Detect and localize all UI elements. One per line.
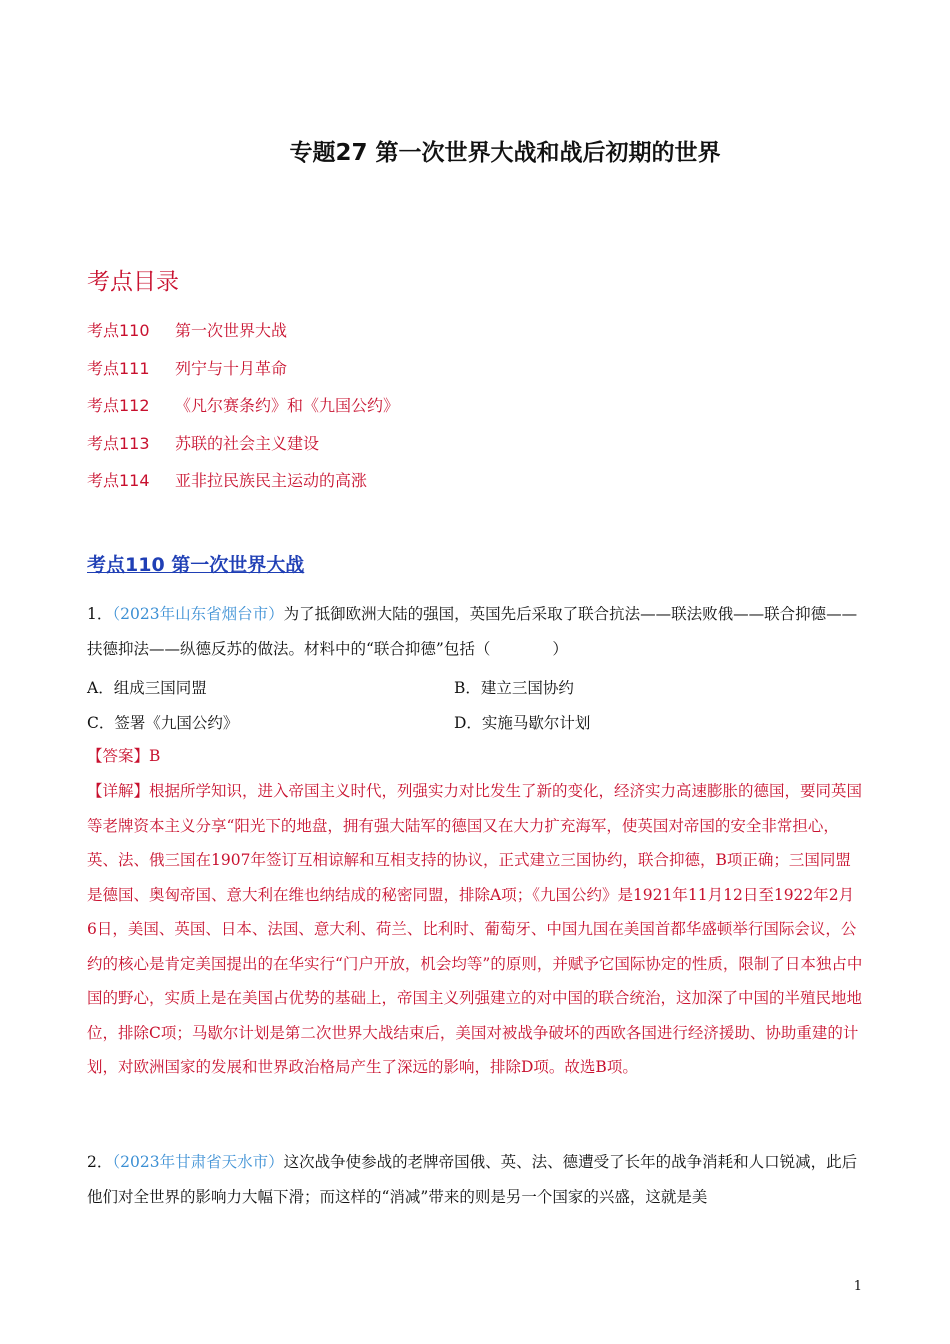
option-c: C．签署《九国公约》 bbox=[87, 713, 239, 732]
question-1-analysis bbox=[87, 774, 863, 1085]
option-d: D．实施马歇尔计划 bbox=[454, 713, 591, 732]
question-2-stem bbox=[87, 1145, 863, 1214]
toc-item-number: 考点111 bbox=[87, 358, 150, 378]
toc-item bbox=[87, 468, 399, 506]
question-1-answer: 【答案】B bbox=[87, 747, 161, 765]
analysis-text: 根据所学知识，进入帝国主义时代，列强实力对比发生了新的变化，经济实力高速膨胀的德国，要同英国等老牌资本主义分享“阳光下的地盘，拥有强大陆军的德国又在大力扩充海军，使英国对帝国的安全非常担心，英、法、俄三国在1907年签订互相谅解和互相支持的协议，正式建立三国协约，联合抑德，B项正确；三国同盟是德国、奥匈帝国、意大利在维也纳结成的秘密同盟，排除A项；《九国公约》是1921年11月12日至1922年2月6日，美国、英国、日本、法国、意大利、荷兰、比利时、葡萄牙、中国九国在美国首都华盛顿举行国际会议，公约的核心是肯定美国提出的在华实行“门户开放，机会均等”的原则，并赋予它国际协定的性质，限制了日本独占中国的野心，实质上是在美国占优势的基础上，帝国主义列强建立的对中国的联合统治，这加深了中国的半殖民地地位，排除C项；马歇尔计划是第二次世界大战结束后，美国对被战争破坏的西欧各国进行经济援助、协助重建的计划，对欧洲国家的发展和世界政治格局产生了深远的影响，排除D项。故选B项。 bbox=[87, 782, 863, 1076]
question-1-options bbox=[87, 670, 863, 739]
toc-item bbox=[87, 318, 399, 356]
question-1-stem bbox=[87, 597, 863, 666]
toc-heading: 考点目录 bbox=[87, 269, 179, 295]
toc-item-label: 第一次世界大战 bbox=[175, 321, 288, 340]
question-source: （2023年甘肃省天水市） bbox=[112, 1153, 284, 1171]
toc-item bbox=[87, 393, 399, 431]
toc-list bbox=[87, 318, 399, 506]
toc-item-label: 列宁与十月革命 bbox=[175, 358, 288, 378]
toc-item bbox=[87, 356, 399, 394]
option-b: B．建立三国协约 bbox=[454, 679, 574, 698]
toc-item-label: 苏联的社会主义建设 bbox=[175, 433, 320, 453]
question-number: 2． bbox=[87, 1153, 113, 1171]
toc-item-number: 考点110 bbox=[87, 321, 150, 340]
toc-item-number: 考点114 bbox=[87, 471, 150, 490]
toc-item-number: 考点113 bbox=[87, 433, 150, 453]
option-a: A．组成三国同盟 bbox=[87, 679, 207, 698]
toc-item-label: 《凡尔赛条约》和《九国公约》 bbox=[175, 396, 400, 415]
analysis-label: 【详解】 bbox=[87, 782, 150, 800]
toc-item-label: 亚非拉民族民主运动的高涨 bbox=[175, 471, 368, 490]
toc-item bbox=[87, 431, 399, 469]
question-source: （2023年山东省烟台市） bbox=[112, 605, 284, 623]
toc-item-number: 考点112 bbox=[87, 396, 150, 415]
section-title-link[interactable]: 考点110 第一次世界大战 bbox=[87, 554, 305, 576]
question-number: 1． bbox=[87, 605, 113, 623]
page-number: 1 bbox=[853, 1279, 862, 1294]
question-text: 这次战争使参战的老牌帝国俄、英、法、德遭受了长年的战争消耗和人口锐减，此后他们对全世界的影响力大幅下滑；而这样的“消减”带来的则是另一个国家的兴盛，这就是美 bbox=[87, 1153, 858, 1206]
question-text: 为了抵御欧洲大陆的强国，英国先后采取了联合抗法——联法败俄——联合抑德——扶德抑法——纵德反苏的做法。材料中的“联合抑德”包括（ ） bbox=[87, 605, 858, 658]
page-title: 专题27 第一次世界大战和战后初期的世界 bbox=[289, 140, 721, 166]
